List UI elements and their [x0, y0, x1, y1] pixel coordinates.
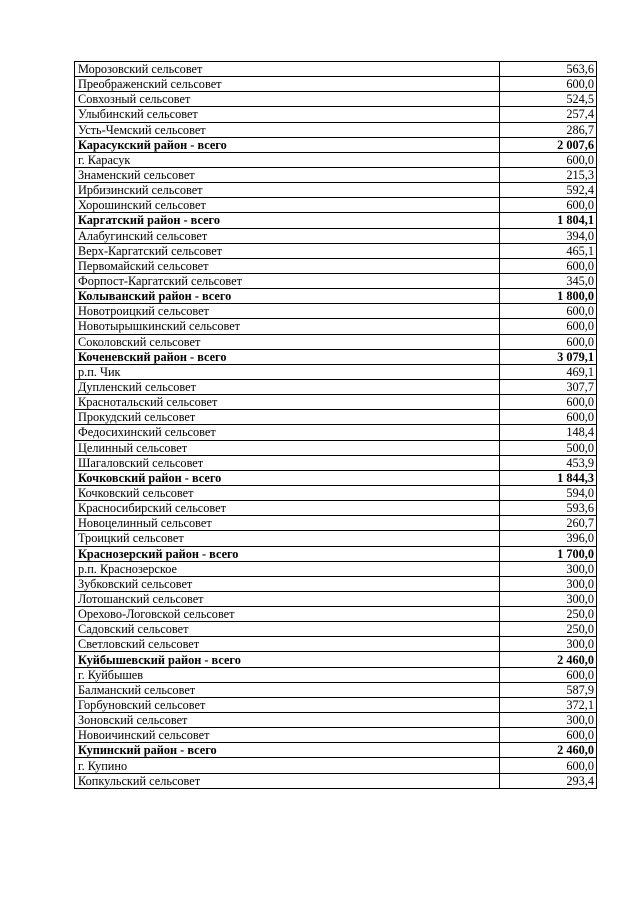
amount-cell: 257,4: [500, 107, 597, 122]
district-name-cell: Колыванский район - всего: [75, 289, 500, 304]
amount-cell: 600,0: [500, 410, 597, 425]
settlement-name-cell: г. Карасук: [75, 152, 500, 167]
district-total-value-cell: 2 007,6: [500, 137, 597, 152]
table-row: [75, 773, 597, 788]
settlement-name-cell: Совхозный сельсовет: [75, 92, 500, 107]
table-row: [75, 516, 597, 531]
settlement-name-cell: Лотошанский сельсовет: [75, 591, 500, 606]
settlement-name-cell: Копкульский сельсовет: [75, 773, 500, 788]
table-row: [75, 713, 597, 728]
district-total-row: [75, 743, 597, 758]
district-total-row: [75, 546, 597, 561]
settlement-name-cell: Улыбинский сельсовет: [75, 107, 500, 122]
district-name-cell: Краснозерский район - всего: [75, 546, 500, 561]
settlement-name-cell: Зоновский сельсовет: [75, 713, 500, 728]
district-total-value-cell: 2 460,0: [500, 652, 597, 667]
district-total-value-cell: 3 079,1: [500, 349, 597, 364]
amount-cell: 250,0: [500, 622, 597, 637]
district-total-value-cell: 1 804,1: [500, 213, 597, 228]
district-name-cell: Купинский район - всего: [75, 743, 500, 758]
settlement-name-cell: Горбуновский сельсовет: [75, 697, 500, 712]
table-row: [75, 440, 597, 455]
table-row: [75, 410, 597, 425]
district-total-value-cell: 1 700,0: [500, 546, 597, 561]
table-row: [75, 243, 597, 258]
settlement-name-cell: Преображенский сельсовет: [75, 77, 500, 92]
settlement-name-cell: Первомайский сельсовет: [75, 258, 500, 273]
settlement-name-cell: Красносибирский сельсовет: [75, 501, 500, 516]
table-row: [75, 364, 597, 379]
settlement-name-cell: Светловский сельсовет: [75, 637, 500, 652]
table-body: [75, 62, 597, 789]
settlement-name-cell: Кочковский сельсовет: [75, 485, 500, 500]
amount-cell: 600,0: [500, 395, 597, 410]
table-row: [75, 107, 597, 122]
table-row: [75, 167, 597, 182]
table-row: [75, 591, 597, 606]
amount-cell: 394,0: [500, 228, 597, 243]
settlement-name-cell: г. Купино: [75, 758, 500, 773]
table-row: [75, 304, 597, 319]
table-row: [75, 622, 597, 637]
settlement-name-cell: р.п. Чик: [75, 364, 500, 379]
settlement-name-cell: Морозовский сельсовет: [75, 62, 500, 77]
settlement-name-cell: Новотроицкий сельсовет: [75, 304, 500, 319]
amount-cell: 500,0: [500, 440, 597, 455]
amount-cell: 600,0: [500, 758, 597, 773]
amount-cell: 286,7: [500, 122, 597, 137]
district-total-row: [75, 213, 597, 228]
amount-cell: 587,9: [500, 682, 597, 697]
amount-cell: 293,4: [500, 773, 597, 788]
settlement-name-cell: Хорошинский сельсовет: [75, 198, 500, 213]
table-row: [75, 379, 597, 394]
table-row: [75, 425, 597, 440]
amount-cell: 600,0: [500, 334, 597, 349]
table-row: [75, 92, 597, 107]
amount-cell: 465,1: [500, 243, 597, 258]
settlement-name-cell: р.п. Краснозерское: [75, 561, 500, 576]
table-row: [75, 152, 597, 167]
district-total-value-cell: 1 844,3: [500, 470, 597, 485]
settlement-name-cell: Целинный сельсовет: [75, 440, 500, 455]
settlement-name-cell: Новоичинский сельсовет: [75, 728, 500, 743]
amount-cell: 307,7: [500, 379, 597, 394]
district-total-row: [75, 470, 597, 485]
table-row: [75, 576, 597, 591]
amount-cell: 600,0: [500, 728, 597, 743]
amount-cell: 300,0: [500, 561, 597, 576]
district-name-cell: Кочковский район - всего: [75, 470, 500, 485]
district-name-cell: Карасукский район - всего: [75, 137, 500, 152]
table-row: [75, 501, 597, 516]
table-row: [75, 637, 597, 652]
amount-cell: 148,4: [500, 425, 597, 440]
amount-cell: 300,0: [500, 591, 597, 606]
settlement-name-cell: Шагаловский сельсовет: [75, 455, 500, 470]
table-row: [75, 728, 597, 743]
amount-cell: 594,0: [500, 485, 597, 500]
table-row: [75, 395, 597, 410]
district-total-row: [75, 652, 597, 667]
table-row: [75, 273, 597, 288]
amount-cell: 593,6: [500, 501, 597, 516]
settlement-name-cell: Форпост-Каргатский сельсовет: [75, 273, 500, 288]
table-row: [75, 607, 597, 622]
table-row: [75, 183, 597, 198]
amount-cell: 453,9: [500, 455, 597, 470]
amount-cell: 345,0: [500, 273, 597, 288]
settlement-name-cell: Новоцелинный сельсовет: [75, 516, 500, 531]
amount-cell: 600,0: [500, 198, 597, 213]
amount-cell: 600,0: [500, 667, 597, 682]
amount-cell: 260,7: [500, 516, 597, 531]
district-name-cell: Коченевский район - всего: [75, 349, 500, 364]
amount-cell: 600,0: [500, 258, 597, 273]
allocation-table: [74, 61, 597, 789]
settlement-name-cell: Ирбизинский сельсовет: [75, 183, 500, 198]
amount-cell: 600,0: [500, 152, 597, 167]
settlement-name-cell: Троицкий сельсовет: [75, 531, 500, 546]
table-row: [75, 758, 597, 773]
settlement-name-cell: Балманский сельсовет: [75, 682, 500, 697]
amount-cell: 524,5: [500, 92, 597, 107]
amount-cell: 563,6: [500, 62, 597, 77]
amount-cell: 250,0: [500, 607, 597, 622]
amount-cell: 372,1: [500, 697, 597, 712]
settlement-name-cell: Прокудский сельсовет: [75, 410, 500, 425]
table-row: [75, 62, 597, 77]
amount-cell: 469,1: [500, 364, 597, 379]
settlement-name-cell: Новотырышкинский сельсовет: [75, 319, 500, 334]
amount-cell: 215,3: [500, 167, 597, 182]
amount-cell: 600,0: [500, 77, 597, 92]
settlement-name-cell: Зубковский сельсовет: [75, 576, 500, 591]
district-total-row: [75, 137, 597, 152]
settlement-name-cell: Дупленский сельсовет: [75, 379, 500, 394]
settlement-name-cell: Верх-Каргатский сельсовет: [75, 243, 500, 258]
settlement-name-cell: Федосихинский сельсовет: [75, 425, 500, 440]
amount-cell: 592,4: [500, 183, 597, 198]
amount-cell: 396,0: [500, 531, 597, 546]
amount-cell: 300,0: [500, 713, 597, 728]
table-row: [75, 334, 597, 349]
table-row: [75, 258, 597, 273]
table-row: [75, 319, 597, 334]
table-row: [75, 682, 597, 697]
table-row: [75, 228, 597, 243]
table-row: [75, 455, 597, 470]
settlement-name-cell: Знаменский сельсовет: [75, 167, 500, 182]
district-total-value-cell: 2 460,0: [500, 743, 597, 758]
district-total-row: [75, 349, 597, 364]
table-row: [75, 198, 597, 213]
settlement-name-cell: Краснотальский сельсовет: [75, 395, 500, 410]
amount-cell: 300,0: [500, 637, 597, 652]
district-total-value-cell: 1 800,0: [500, 289, 597, 304]
settlement-name-cell: Соколовский сельсовет: [75, 334, 500, 349]
amount-cell: 300,0: [500, 576, 597, 591]
district-name-cell: Куйбышевский район - всего: [75, 652, 500, 667]
table-row: [75, 697, 597, 712]
settlement-name-cell: Усть-Чемский сельсовет: [75, 122, 500, 137]
table-row: [75, 485, 597, 500]
table-row: [75, 561, 597, 576]
settlement-name-cell: г. Куйбышев: [75, 667, 500, 682]
settlement-name-cell: Орехово-Логовской сельсовет: [75, 607, 500, 622]
settlement-name-cell: Садовский сельсовет: [75, 622, 500, 637]
amount-cell: 600,0: [500, 304, 597, 319]
district-name-cell: Каргатский район - всего: [75, 213, 500, 228]
table-row: [75, 122, 597, 137]
table-row: [75, 531, 597, 546]
amount-cell: 600,0: [500, 319, 597, 334]
district-total-row: [75, 289, 597, 304]
table-row: [75, 667, 597, 682]
table-row: [75, 77, 597, 92]
settlement-name-cell: Алабугинский сельсовет: [75, 228, 500, 243]
